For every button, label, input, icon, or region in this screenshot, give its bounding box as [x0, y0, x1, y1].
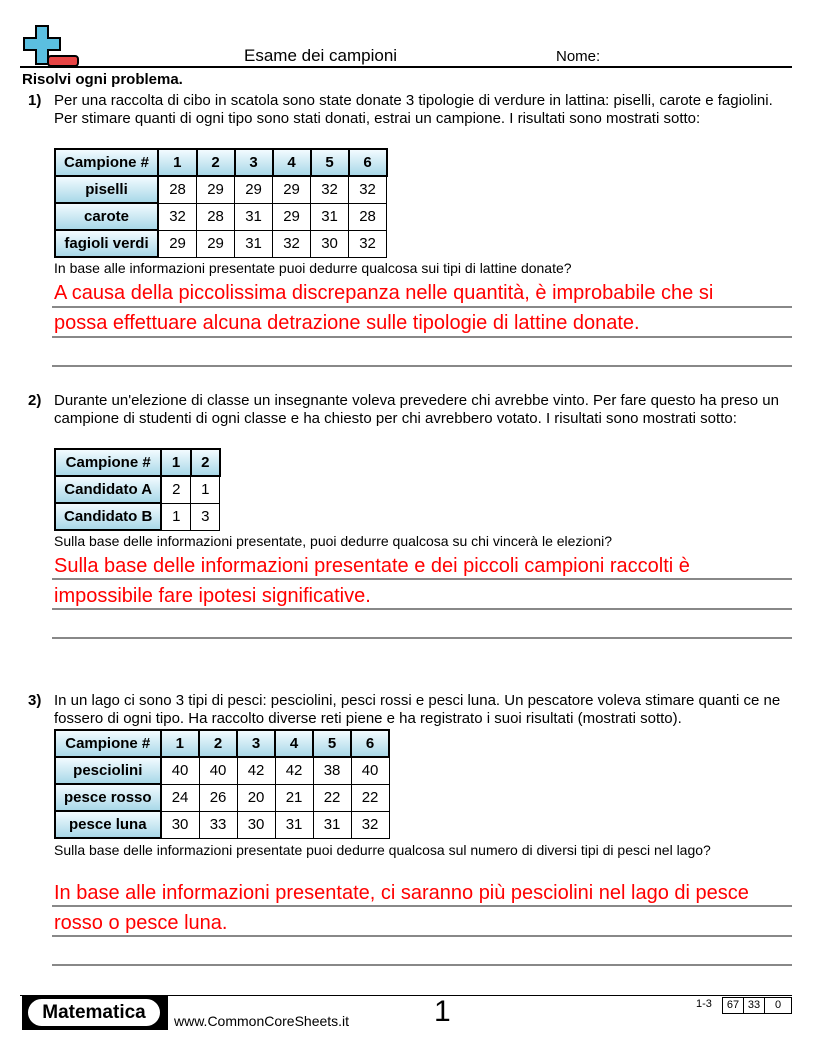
question-text: Sulla base delle informazioni presentate, puoi dedurre qualcosa su chi vincerà le elezioni? [54, 533, 613, 549]
table-cell: 28 [197, 203, 235, 230]
answer-rule [52, 336, 792, 338]
table-header-cell: 1 [161, 449, 191, 476]
row-label: piselli [55, 176, 158, 203]
answer-rule [52, 905, 792, 907]
table-row [55, 476, 220, 503]
answer-rule [52, 608, 792, 610]
problem-number: 3) [28, 692, 42, 709]
table-header-cell: 6 [349, 149, 387, 176]
table-cell: 42 [237, 757, 275, 784]
table-cell: 32 [158, 203, 197, 230]
brand-badge [22, 996, 168, 1030]
row-label: pesce rosso [55, 784, 161, 811]
table-header-cell: 5 [313, 730, 351, 757]
header-divider [20, 66, 792, 68]
problem-text: Per una raccolta di cibo in scatola sono state donate 3 tipologie di verdure in lattina: piselli, carote e fagiolini. Per stimare quanti di ogni tipo sono stati donati, estrai un campione. I risultati sono mostrati sotto: [54, 92, 773, 127]
table-cell: 40 [199, 757, 237, 784]
table-cell: 31 [275, 811, 313, 838]
table-header-row [55, 449, 220, 476]
answer-rule [52, 578, 792, 580]
row-label: carote [55, 203, 158, 230]
row-label: pesciolini [55, 757, 161, 784]
table-cell: 29 [273, 203, 311, 230]
table-cell: 26 [199, 784, 237, 811]
table-header-cell: 6 [351, 730, 389, 757]
table-row [55, 757, 389, 784]
problem-range: 1-3 [696, 998, 712, 1010]
table-header-cell: 4 [273, 149, 311, 176]
name-label: Nome: [556, 48, 601, 65]
answer-rule [52, 964, 792, 966]
table-header-row [55, 730, 389, 757]
table-cell: 2 [161, 476, 191, 503]
table-header-cell: 2 [199, 730, 237, 757]
table-row [55, 503, 220, 530]
table-header-cell: Campione # [55, 730, 161, 757]
table-cell: 32 [273, 230, 311, 257]
data-table-1 [54, 148, 388, 258]
table-cell: 29 [273, 176, 311, 203]
table-header-cell: 5 [311, 149, 349, 176]
table-header-cell: Campione # [55, 149, 158, 176]
table-cell: 28 [349, 203, 387, 230]
table-header-cell: 1 [161, 730, 200, 757]
table-cell: 3 [191, 503, 220, 530]
table-header-cell: 3 [237, 730, 275, 757]
problem-number: 1) [28, 92, 42, 109]
score-box: 0 [764, 997, 792, 1014]
table-row [55, 811, 389, 838]
score-box: 33 [743, 997, 765, 1014]
worksheet-title: Esame dei campioni [244, 46, 398, 65]
problem-number: 2) [28, 392, 42, 409]
row-label: Candidato A [55, 476, 161, 503]
table-cell: 1 [191, 476, 220, 503]
table-cell: 31 [313, 811, 351, 838]
table-cell: 22 [351, 784, 389, 811]
table-cell: 31 [235, 203, 273, 230]
data-table-2 [54, 448, 221, 531]
problem-text: In un lago ci sono 3 tipi di pesci: pesciolini, pesci rossi e pesci luna. Un pescatore voleva stimare quanti ce ne fossero di ogni tipo. Ha raccolto diverse reti piene e ha registrato i suoi risultati (mostrati sotto). [54, 692, 781, 727]
table-cell: 32 [349, 176, 387, 203]
table-header-cell: Campione # [55, 449, 161, 476]
table-header-cell: 2 [191, 449, 220, 476]
answer-line: impossibile fare ipotesi significative. [54, 585, 371, 607]
table-header-row [55, 149, 387, 176]
answer-line: A causa della piccolissima discrepanza nelle quantità, è improbabile che si [54, 282, 714, 304]
table-cell: 29 [197, 230, 235, 257]
table-cell: 40 [161, 757, 200, 784]
table-cell: 33 [199, 811, 237, 838]
answer-line: In base alle informazioni presentate, ci saranno più pesciolini nel lago di pesce [54, 882, 749, 904]
table-cell: 31 [311, 203, 349, 230]
brand-label: Matematica [28, 999, 160, 1026]
table-row [55, 784, 389, 811]
page-number: 1 [434, 995, 451, 1028]
table-cell: 22 [313, 784, 351, 811]
table-cell: 29 [197, 176, 235, 203]
row-label: Candidato B [55, 503, 161, 530]
table-header-cell: 4 [275, 730, 313, 757]
table-row [55, 230, 387, 257]
table-cell: 40 [351, 757, 389, 784]
problem-text: Durante un'elezione di classe un insegnante voleva prevedere chi avrebbe vinto. Per fare questo ha preso un campione di studenti di ogni classe e ha chiesto per chi avrebbero votato. I risultati sono mostrati sotto: [54, 392, 779, 427]
table-cell: 30 [311, 230, 349, 257]
table-row [55, 203, 387, 230]
table-row [55, 176, 387, 203]
table-header-cell: 1 [158, 149, 197, 176]
site-url: www.CommonCoreSheets.it [174, 1013, 350, 1029]
answer-rule [52, 637, 792, 639]
question-text: In base alle informazioni presentate puoi dedurre qualcosa sui tipi di lattine donate? [54, 260, 572, 276]
table-cell: 24 [161, 784, 200, 811]
answer-rule [52, 365, 792, 367]
data-table-3 [54, 729, 390, 839]
table-cell: 38 [313, 757, 351, 784]
question-text: Sulla base delle informazioni presentate puoi dedurre qualcosa sul numero di diversi tipi di pesci nel lago? [54, 842, 711, 858]
table-cell: 28 [158, 176, 197, 203]
table-cell: 32 [349, 230, 387, 257]
table-cell: 32 [351, 811, 389, 838]
table-cell: 21 [275, 784, 313, 811]
table-cell: 20 [237, 784, 275, 811]
row-label: pesce luna [55, 811, 161, 838]
table-cell: 30 [161, 811, 200, 838]
table-cell: 42 [275, 757, 313, 784]
table-header-cell: 3 [235, 149, 273, 176]
table-cell: 29 [158, 230, 197, 257]
table-cell: 1 [161, 503, 191, 530]
table-header-cell: 2 [197, 149, 235, 176]
answer-line: rosso o pesce luna. [54, 912, 228, 934]
answer-line: Sulla base delle informazioni presentate e dei piccoli campioni raccolti è [54, 555, 690, 577]
answer-rule [52, 935, 792, 937]
logo-icon [22, 24, 80, 68]
table-cell: 30 [237, 811, 275, 838]
answer-line: possa effettuare alcuna detrazione sulle tipologie di lattine donate. [54, 312, 640, 334]
table-cell: 29 [235, 176, 273, 203]
table-cell: 31 [235, 230, 273, 257]
score-box: 67 [722, 997, 744, 1014]
table-cell: 32 [311, 176, 349, 203]
row-label: fagioli verdi [55, 230, 158, 257]
instructions: Risolvi ogni problema. [22, 71, 183, 88]
